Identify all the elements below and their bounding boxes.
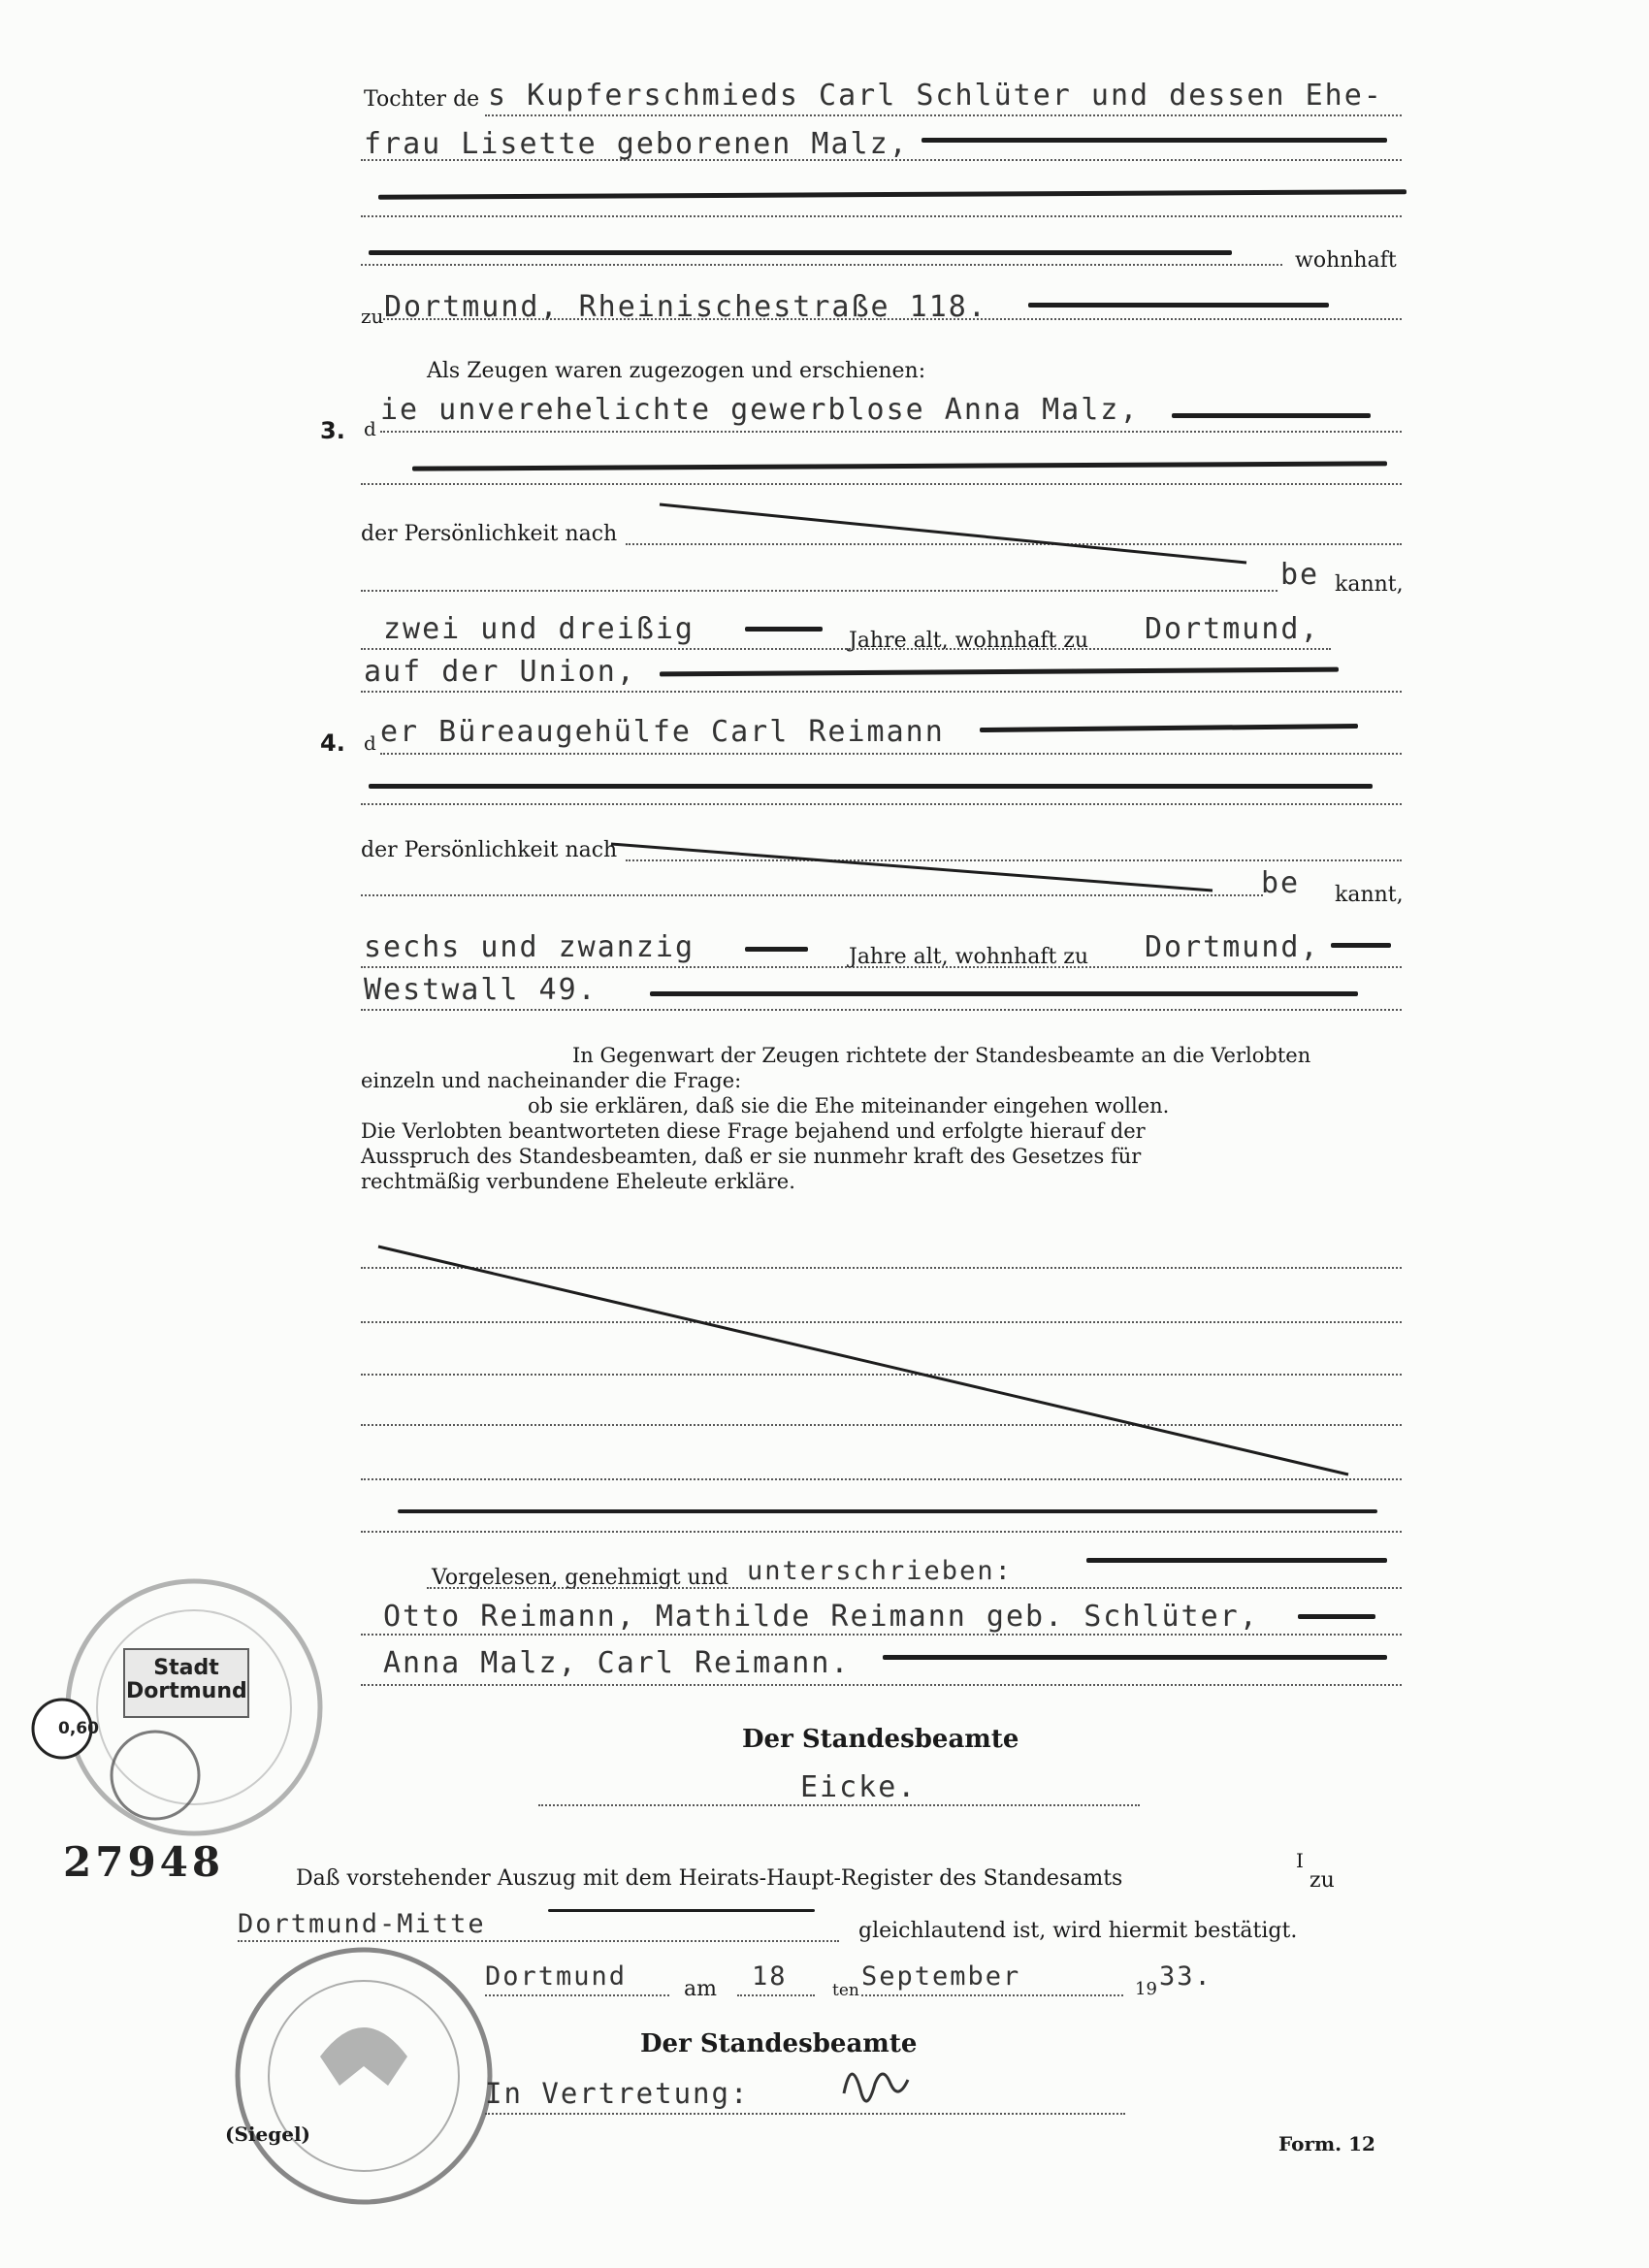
year-suffix: 33. [1159,1961,1212,1992]
signatories-line-2: Anna Malz, Carl Reimann. [383,1646,851,1680]
cancel-stroke [660,504,1246,563]
witness-4-number: 4. [320,729,345,757]
dotted-line [238,1940,839,1942]
registrar-name: Eicke. [800,1770,918,1804]
signatories-line-1: Otto Reimann, Mathilde Reimann geb. Schlüter, [383,1600,1259,1634]
stamp-label-line: Stadt [153,1656,219,1680]
signature-scrawl [844,2074,908,2101]
witness-3-prefix: d [364,417,376,440]
cancel-stroke [611,844,1212,891]
certification-day: 18 [752,1961,788,1992]
fill-dash [548,1909,815,1912]
eagle-emblem-icon [320,2027,407,2086]
cancel-stroke [378,1247,1348,1474]
registration-number: 27948 [63,1838,225,1886]
witness-4-prefix: d [364,731,376,755]
zu-label-2: zu [1310,1868,1335,1893]
witness-3-be: be [1280,558,1320,592]
witness-3-name: ie unverehelichte gewerblose Anna Malz, [380,393,1140,427]
ceremony-line: Ausspruch des Standesbeamten, daß er sie nunmehr kraft des Gesetzes für [361,1145,1142,1168]
office-seal-2 [238,1950,490,2202]
witnesses-heading: Als Zeugen waren zugezogen und erschienen: [427,359,926,383]
ceremony-line: einzeln und nacheinander die Frage: [361,1069,742,1092]
witness-3-city: Dortmund, [1145,612,1320,646]
parents-line-1: s Kupferschmieds Carl Schlüter und dessen Ehe- [488,79,1383,113]
witness-4-persoenlichkeit-label: der Persönlichkeit nach [361,838,618,862]
parents-line-2: frau Lisette geborenen Malz, [364,127,909,161]
zu-label: zu [361,305,384,328]
witness-4-city: Dortmund, [1145,930,1320,964]
ceremony-line: rechtmäßig verbundene Eheleute erkläre. [361,1170,795,1193]
stamp-label-line: Dortmund [126,1679,247,1703]
vorgelesen-label: Vorgelesen, genehmigt und [432,1566,728,1590]
witness-4-name: er Büreaugehülfe Carl Reimann [380,715,945,749]
siegel-label: (Siegel) [225,2122,310,2146]
witness-4-street: Westwall 49. [364,973,598,1007]
official-title: Der Standesbeamte [640,2029,918,2058]
witness-3-age: zwei und dreißig [383,612,695,646]
tochter-label: Tochter de [364,87,480,112]
registrar-title: Der Standesbeamte [742,1725,1019,1754]
certification-city: Dortmund [485,1961,628,1992]
fee-value: 0,60 [58,1719,99,1738]
ceremony-line: ob sie erklären, daß sie die Ehe miteinander eingehen wollen. [528,1094,1170,1118]
ceremony-line: Die Verlobten beantworteten diese Frage bejahend und erfolgte hierauf der [361,1119,1146,1143]
ceremony-line: In Gegenwart der Zeugen richtete der Standesbeamte an die Verlobten [572,1044,1311,1067]
certification-text: Daß vorstehender Auszug mit dem Heirats-Haupt-Register des Standesamts [296,1866,1123,1891]
witness-3-jahre-label: Jahre alt, wohnhaft zu [849,629,1089,653]
stamp-label [126,1657,246,1703]
form-number: Form. 12 [1278,2132,1375,2155]
dotted-line [861,1994,1123,1996]
dotted-line [737,1994,815,1996]
dotted-line [485,1994,669,1996]
certification-place: Dortmund-Mitte [238,1909,486,1939]
witness-4-jahre-label: Jahre alt, wohnhaft zu [849,945,1089,969]
witness-4-be: be [1261,866,1301,900]
witness-3-street: auf der Union, [364,655,636,689]
dotted-line [485,2113,1125,2115]
ten-label: ten [832,1981,859,2000]
witness-4-kannt: kannt, [1335,883,1404,907]
in-vertretung: In Vertretung: [485,2077,750,2110]
certification-suffix: gleichlautend ist, wird hiermit bestätigt. [858,1919,1298,1943]
address-value: Dortmund, Rheinischestraße 118. [384,290,987,324]
unterschrieben-value: unterschrieben: [747,1556,1013,1586]
witness-3-number: 3. [320,417,345,444]
year-prefix: 19 [1135,1979,1157,1999]
witness-3-kannt: kannt, [1335,572,1404,597]
office-numeral: I [1296,1849,1304,1872]
witness-4-age: sechs und zwanzig [364,930,695,964]
wohnhaft-label: wohnhaft [1295,248,1397,273]
certification-month: September [861,1961,1021,1992]
witness-3-persoenlichkeit-label: der Persönlichkeit nach [361,522,618,546]
am-label: am [684,1977,717,2001]
